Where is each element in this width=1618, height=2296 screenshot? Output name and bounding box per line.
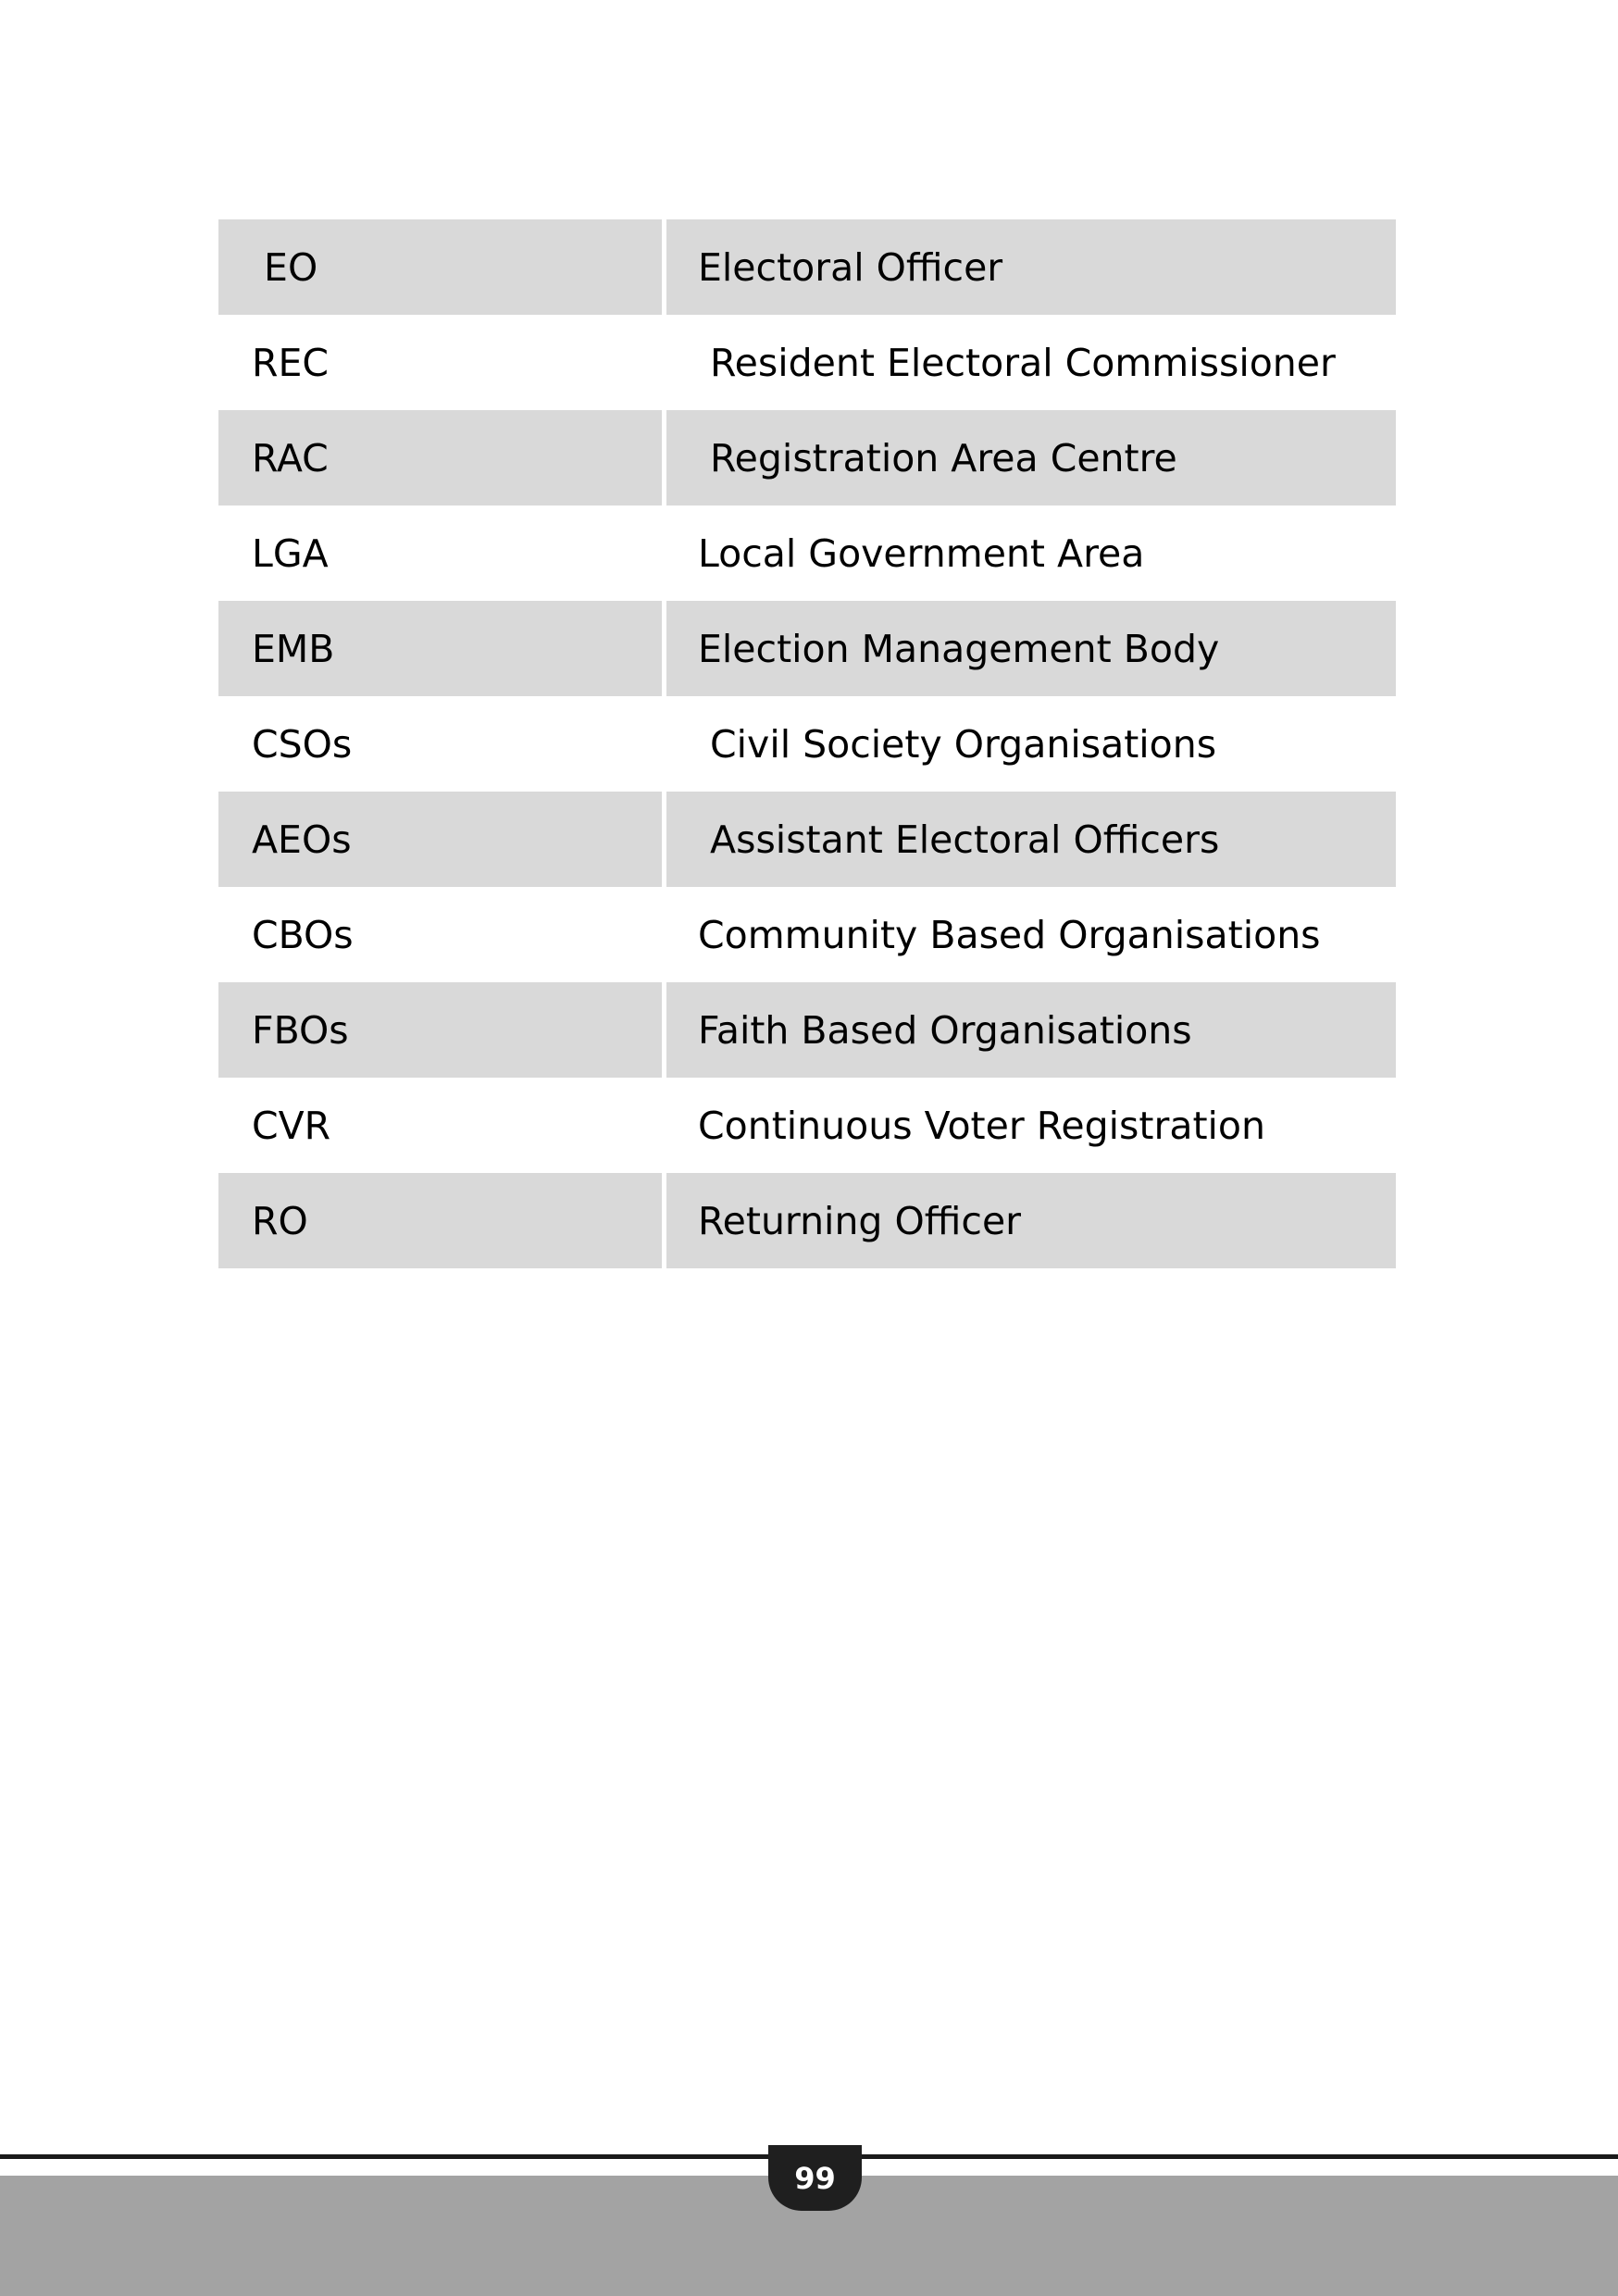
abbreviation-cell: LGA	[252, 530, 329, 576]
definition-cell: Registration Area Centre	[666, 410, 1396, 505]
table-row	[218, 315, 1396, 410]
abbreviation-cell: CSOs	[252, 721, 353, 767]
table-row	[218, 792, 1396, 887]
definition-cell: Faith Based Organisations	[666, 982, 1396, 1078]
abbreviations-table	[218, 219, 1396, 1268]
abbreviation-cell: RAC	[218, 410, 662, 505]
definition-cell: Local Government Area	[698, 530, 1145, 576]
table-row	[218, 1078, 1396, 1173]
abbreviation-cell: EMB	[218, 601, 662, 696]
abbreviation-cell: CVR	[252, 1103, 331, 1148]
abbreviation-cell: EO	[218, 219, 662, 315]
definition-cell: Continuous Voter Registration	[698, 1103, 1265, 1148]
page-number-badge: 99	[768, 2145, 862, 2211]
table-row	[218, 982, 1396, 1078]
definition-cell: Election Management Body	[666, 601, 1396, 696]
definition-cell: Civil Society Organisations	[698, 721, 1217, 767]
abbreviation-cell: AEOs	[218, 792, 662, 887]
definition-cell: Assistant Electoral Officers	[666, 792, 1396, 887]
abbreviation-cell: CBOs	[252, 912, 354, 957]
table-row	[218, 410, 1396, 505]
definition-cell: Resident Electoral Commissioner	[698, 340, 1336, 385]
definition-cell: Electoral Officer	[666, 219, 1396, 315]
table-row	[218, 1173, 1396, 1268]
definition-cell: Community Based Organisations	[698, 912, 1321, 957]
abbreviation-cell: REC	[252, 340, 330, 385]
table-row	[218, 696, 1396, 792]
abbreviation-cell: FBOs	[218, 982, 662, 1078]
abbreviation-cell: RO	[218, 1173, 662, 1268]
definition-cell: Returning Officer	[666, 1173, 1396, 1268]
table-row	[218, 601, 1396, 696]
table-row	[218, 887, 1396, 982]
table-row	[218, 219, 1396, 315]
table-row	[218, 505, 1396, 601]
